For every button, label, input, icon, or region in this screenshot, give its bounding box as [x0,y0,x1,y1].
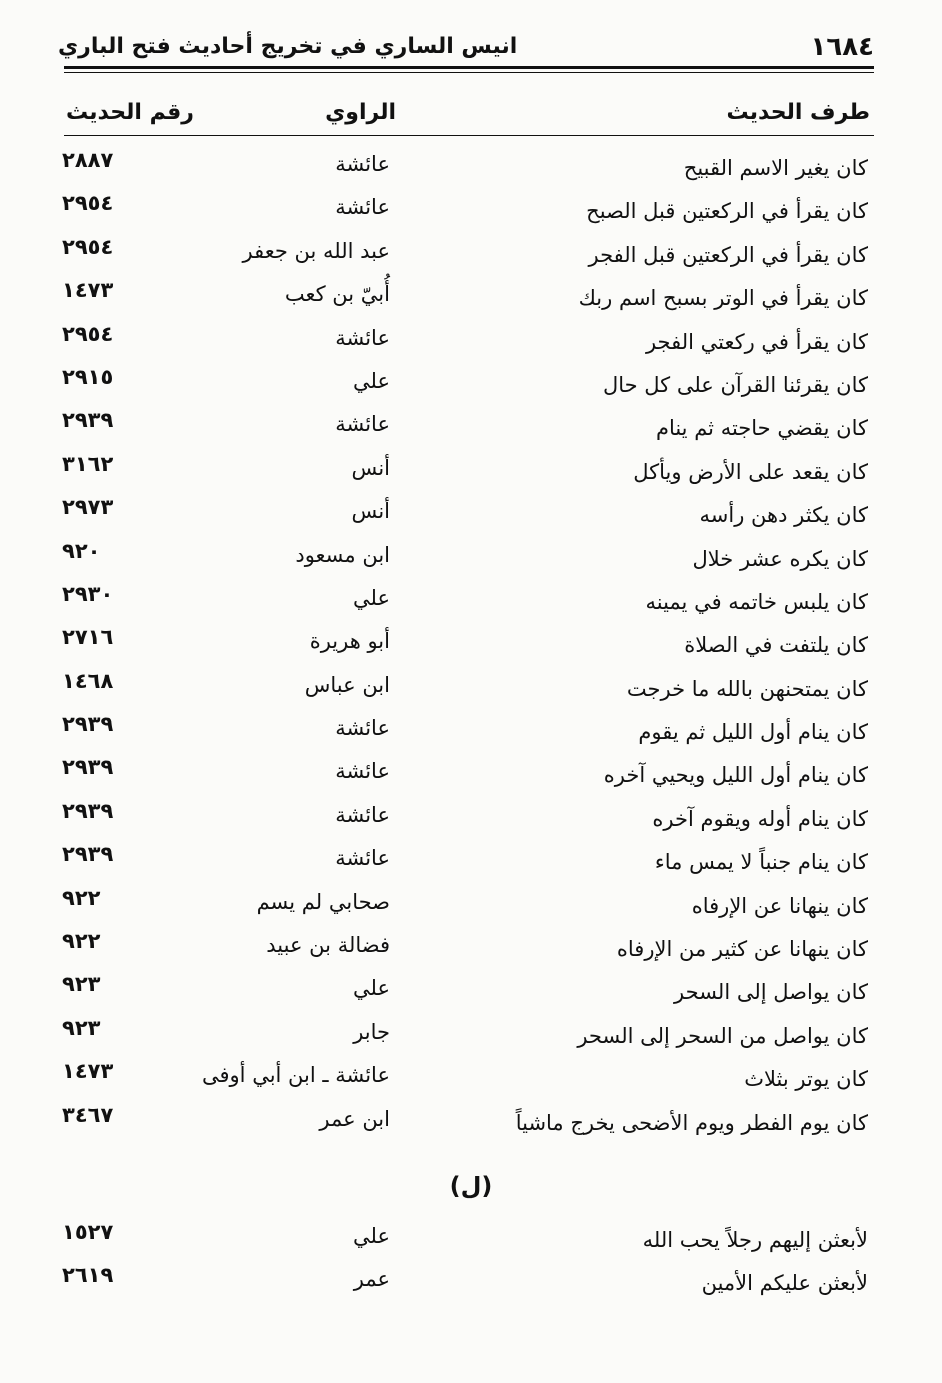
index-entry [0,712,942,755]
hadith-number: ٩٢٣ [62,972,101,997]
index-entry [0,495,942,538]
narrator: عائشة [335,802,390,827]
index-entry [0,669,942,712]
hadith-number: ٢٩٧٣ [62,495,114,520]
narrator: فضالة بن عبيد [266,933,390,958]
section-entries [0,1220,942,1307]
hadith-number: ٩٢٢ [62,929,101,954]
hadith-number: ٣١٦٢ [62,451,114,476]
hadith-phrase: كان يقضي حاجته ثم ينام [655,416,868,441]
index-entry [0,755,942,798]
index-entry [0,886,942,929]
hadith-number: ١٤٦٨ [62,668,114,693]
index-entry [0,799,942,842]
index-entry [0,539,942,582]
hadith-phrase: كان يوم الفطر ويوم الأضحى يخرج ماشياً [515,1110,868,1135]
narrator: عائشة [335,716,390,741]
hadith-phrase: كان ينام أول الليل ويحيي آخره [603,763,868,788]
narrator: ابن عمر [319,1106,390,1131]
index-entry [0,972,942,1015]
page-header [58,30,874,70]
hadith-number: ١٤٧٣ [62,278,114,303]
hadith-number: ٢٧١٦ [62,625,114,650]
narrator: أبو هريرة [309,629,390,654]
index-entry [0,625,942,668]
hadith-phrase: كان يقرأ في الركعتين قبل الصبح [586,199,868,224]
narrator: عائشة [335,759,390,784]
hadith-phrase: كان ينام جنباً لا يمس ماء [654,850,868,875]
narrator: عائشة [335,846,390,871]
hadith-phrase: كان يقرأ في الوتر بسبح اسم ربك [578,286,868,311]
hadith-number: ٢٩٣٩ [62,798,114,823]
index-entry [0,1263,942,1306]
narrator: أنس [351,455,390,480]
hadith-number: ٩٢٠ [62,538,101,563]
hadith-phrase: كان يكثر دهن رأسه [699,503,868,528]
hadith-number: ٢٩٣٩ [62,408,114,433]
index-entries [0,148,942,1146]
page-number: ١٦٨٤ [810,32,874,62]
index-entry [0,1220,942,1263]
column-header-hadith: طرف الحديث [726,100,870,125]
hadith-phrase: كان ينهانا عن الإرفاه [691,893,868,918]
index-entry [0,1103,942,1146]
hadith-phrase: كان يغير الاسم القبيح [683,156,868,180]
index-entry [0,408,942,451]
narrator: صحابي لم يسم [256,889,390,914]
column-header-rule [64,135,874,136]
index-entry [0,1059,942,1102]
index-entry [0,452,942,495]
hadith-phrase: كان يمتحنهن بالله ما خرجت [626,676,868,701]
hadith-phrase: كان يقعد على الأرض ويأكل [633,459,868,484]
header-rule [64,66,874,69]
header-rule-thin [64,72,874,73]
narrator: عبد الله بن جعفر [242,238,390,263]
hadith-phrase: كان يكره عشر خلال [692,546,868,571]
narrator: ابن عباس [304,672,390,697]
hadith-number: ٩٢٢ [62,885,101,910]
column-header-narrator: الراوي [325,100,396,125]
hadith-number: ٩٢٣ [62,1015,101,1040]
narrator: أُبيّ بن كعب [284,282,390,307]
narrator: عائشة [335,325,390,350]
hadith-phrase: كان يلتفت في الصلاة [684,633,868,658]
hadith-number: ٢٩٣٩ [62,842,114,867]
index-entry [0,235,942,278]
narrator: عمر [353,1267,390,1292]
hadith-phrase: كان ينام أول الليل ثم يقوم [638,720,868,745]
section-letter-heading: (ل) [449,1172,493,1200]
index-entry [0,148,942,191]
hadith-number: ٢٩٣٠ [62,581,114,606]
book-title: انيس الساري في تخريج أحاديث فتح الباري [58,34,518,59]
narrator: ابن مسعود [295,542,390,567]
hadith-phrase: كان ينام أوله ويقوم آخره [652,806,868,831]
narrator: عائشة [335,152,390,176]
hadith-phrase: لأبعثن إليهم رجلاً يحب الله [642,1228,868,1252]
narrator: جابر [353,1019,390,1044]
hadith-number: ١٥٢٧ [62,1220,114,1244]
index-entry [0,842,942,885]
narrator: علي [353,368,390,393]
hadith-phrase: كان ينهانا عن كثير من الإرفاه [616,937,868,962]
hadith-phrase: كان يقرأ في الركعتين قبل الفجر [588,242,868,267]
hadith-phrase: كان يواصل من السحر إلى السحر [577,1023,868,1048]
narrator: علي [353,585,390,610]
hadith-number: ٢٩٣٩ [62,755,114,780]
hadith-phrase: لأبعثن عليكم الأمين [701,1271,868,1296]
index-entry [0,929,942,972]
hadith-number: ٢٩٣٩ [62,712,114,737]
hadith-number: ٢٩٥٤ [62,321,114,346]
hadith-number: ٣٤٦٧ [62,1102,114,1127]
narrator: أنس [351,499,390,524]
hadith-number: ٢٩١٥ [62,364,114,389]
hadith-number: ٢٨٨٧ [62,148,114,172]
hadith-phrase: كان يوتر بثلاث [744,1067,868,1092]
narrator: عائشة ـ ابن أبي أوفى [202,1063,390,1088]
hadith-phrase: كان يقرئنا القرآن على كل حال [602,372,868,397]
index-entry [0,582,942,625]
narrator: عائشة [335,195,390,220]
hadith-phrase: كان يلبس خاتمه في يمينه [645,589,868,614]
hadith-number: ٢٩٥٤ [62,191,114,216]
column-header-number: رقم الحديث [66,100,194,125]
hadith-number: ٢٩٥٤ [62,234,114,259]
hadith-number: ١٤٧٣ [62,1059,114,1084]
narrator: علي [353,1224,390,1248]
index-entry [0,191,942,234]
narrator: عائشة [335,412,390,437]
index-entry [0,1016,942,1059]
index-entry [0,278,942,321]
index-entry [0,365,942,408]
hadith-phrase: كان يواصل إلى السحر [674,980,868,1005]
hadith-number: ٢٦١٩ [62,1263,114,1288]
narrator: علي [353,976,390,1001]
hadith-phrase: كان يقرأ في ركعتي الفجر [645,329,868,354]
index-entry [0,322,942,365]
